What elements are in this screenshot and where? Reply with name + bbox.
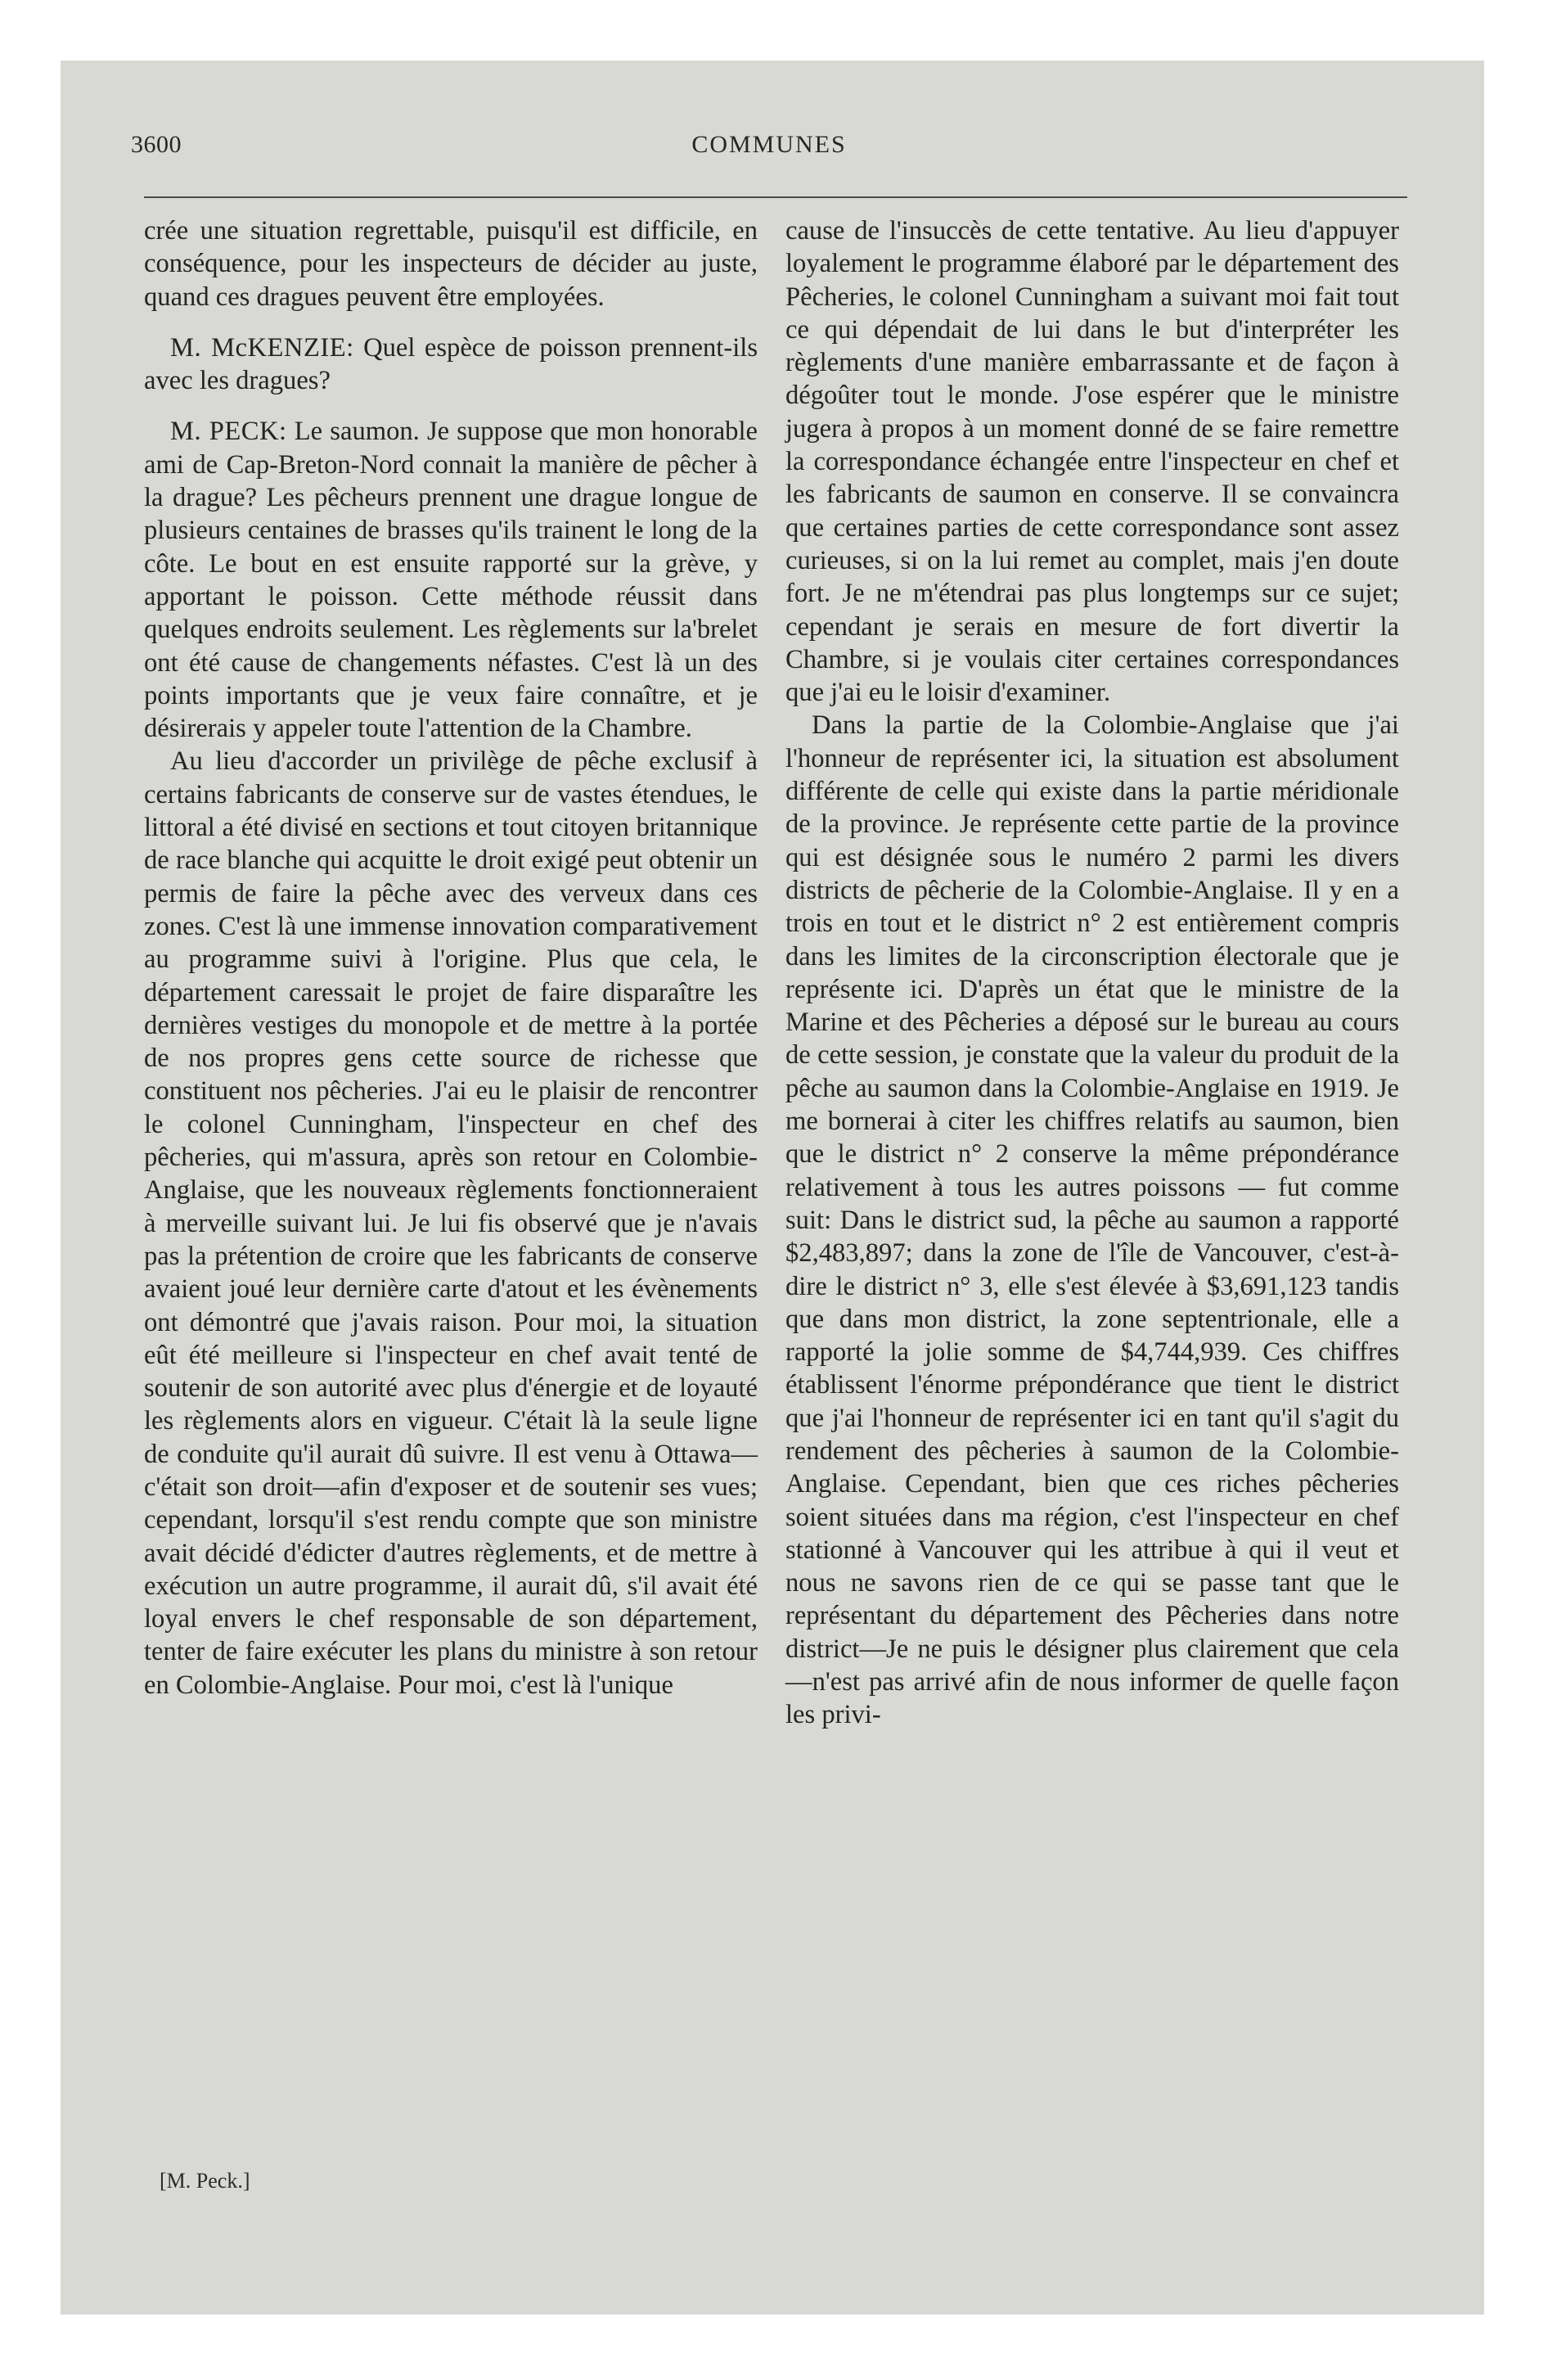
right-column (785, 214, 1399, 1732)
left-column (144, 214, 758, 1702)
left-paragraph-3 (144, 415, 758, 745)
left-paragraph-1: crée une situation regrettable, puisqu'il est difficile, en conséquence, pour les inspecteurs de décider au juste, quand ces dragues peuvent être employées. (144, 216, 758, 312)
speaker-footnote: [M. Peck.] (160, 2169, 250, 2193)
running-head: COMMUNES (691, 131, 847, 158)
page-header (131, 131, 1407, 180)
right-paragraph-1: cause de l'insuccès de cette tentative. Au lieu d'appuyer loyalement le programme élaboré par le département des Pêcheries, le colonel Cunningham a suivant moi fait tout ce qui dépendait de lui dans le but d'interpréter les règlements d'une manière embarrassante et de façon à dégoûter tout le monde. J'ose espérer que le ministre jugera à propos à un moment donné de se faire remettre la correspondance échangée entre l'inspecteur en chef et les fabricants de saumon en conserve. Il se convaincra que certaines parties de cette correspondance sont assez curieuses, si on la lui remet au complet, mais j'en doute fort. Je ne m'étendrai pas plus longtemps sur ce sujet; cependant je serais en mesure de fort divertir la Chambre, si je voulais citer certaines correspondances que j'ai eu le loisir d'examiner. (785, 216, 1399, 708)
speech-text: Le saumon. Je suppose que mon honorable ami de Cap-Breton-Nord connait la manière de pêcher à la drague? Les pêcheurs prennent une drague longue de plusieurs centaines de brasses qu'ils trainent le long de la côte. Le bout en est ensuite rapporté sur la grève, y apportant le poisson. Cette méthode réussit dans quelques endroits seulement. Les règlements sur la'brelet ont été cause de changements néfastes. C'est là un des points importants que je veux faire connaître, et je désirerais y appeler toute l'attention de la Chambre. (144, 417, 758, 744)
right-paragraph-2: Dans la partie de la Colombie-Anglaise que j'ai l'honneur de représenter ici, la situation est absolument différente de celle qui existe dans la partie méridionale de la province. Je représente cette partie de la province qui est désignée sous le numéro 2 parmi les divers districts de pêcherie de la Colombie-Anglaise. Il y en a trois en tout et le district n° 2 est entièrement compris dans les limites de la circonscription électorale que je représente ici. D'après un état que le ministre de la Marine et des Pêcheries a déposé sur le bureau au cours de cette session, je constate que la valeur du produit de la pêche au saumon dans la Colombie-Anglaise en 1919. Je me bornerai à citer les chiffres relatifs au saumon, bien que le district n° 2 conserve la même prépondérance relativement à tous les autres poissons — fut comme suit: Dans le district sud, la pêche au saumon a rapporté $2,483,897; dans la zone de l'île de Vancouver, c'est-à-dire le district n° 3, elle s'est élevée à $3,691,123 tandis que dans mon district, la zone septentrionale, elle a rapporté la jolie somme de $4,744,939. Ces chiffres établissent l'énorme prépondérance que tient le district que j'ai l'honneur de représenter ici en tant qu'il s'agit du rendement des pêcheries à saumon de la Colombie-Anglaise. Cependant, bien que ces riches pêcheries soient situées dans ma région, c'est l'inspecteur en chef stationné à Vancouver qui les attribue à qui il veut et nous ne savons rien de ce qui se passe tant que le représentant du département des Pêcheries dans notre district—Je ne puis le désigner plus clairement que cela—n'est pas arrivé afin de nous informer de quelle façon les privi- (785, 710, 1399, 1730)
header-rule (144, 196, 1407, 198)
page-number: 3600 (131, 131, 182, 158)
speech-text: Quel espèce de poisson prennent-ils avec les dragues? (144, 332, 758, 396)
left-paragraph-4: Au lieu d'accorder un privilège de pêche exclusif à certains fabricants de conserve sur de vastes étendues, le littoral a été divisé en sections et tout citoyen britannique de race blanche qui acquitte le droit exigé peut obtenir un permis de faire la pêche avec des verveux dans ces zones. C'est là une immense innovation comparativement au programme suivi à l'origine. Plus que cela, le département caressait le projet de faire disparaître les dernières vestiges du monopole et de mettre à la portée de nos propres gens cette source de richesse que constituent nos pêcheries. J'ai eu le plaisir de rencontrer le colonel Cunningham, l'inspecteur en chef des pêcheries, qui m'assura, après son retour en Colombie-Anglaise, que les nouveaux règlements fonctionneraient à merveille suivant lui. Je lui fis observé que je n'avais pas la prétention de croire que les fabricants de conserve avaient joué leur dernière carte d'atout et les évènements ont démontré que j'avais raison. Pour moi, la situation eût été meilleure si l'inspecteur en chef avait tenté de soutenir de son autorité avec plus d'énergie et de loyauté les règlements alors en vigueur. C'était là la seule ligne de conduite qu'il aurait dû suivre. Il est venu à Ottawa—c'était son droit—afin d'exposer et de soutenir ses vues; cependant, lorsqu'il s'est rendu compte que son ministre avait décidé d'édicter d'autres règlements, et de mettre à exécution un autre programme, il aurait dû, s'il avait été loyal envers le chef responsable de son département, tenter de faire exécuter les plans du ministre à son retour en Colombie-Anglaise. Pour moi, c'est là l'unique (144, 746, 758, 1700)
speaker-name: M. McKENZIE: (170, 332, 354, 363)
speaker-name: M. PECK: (170, 417, 287, 447)
left-paragraph-2 (144, 331, 758, 398)
